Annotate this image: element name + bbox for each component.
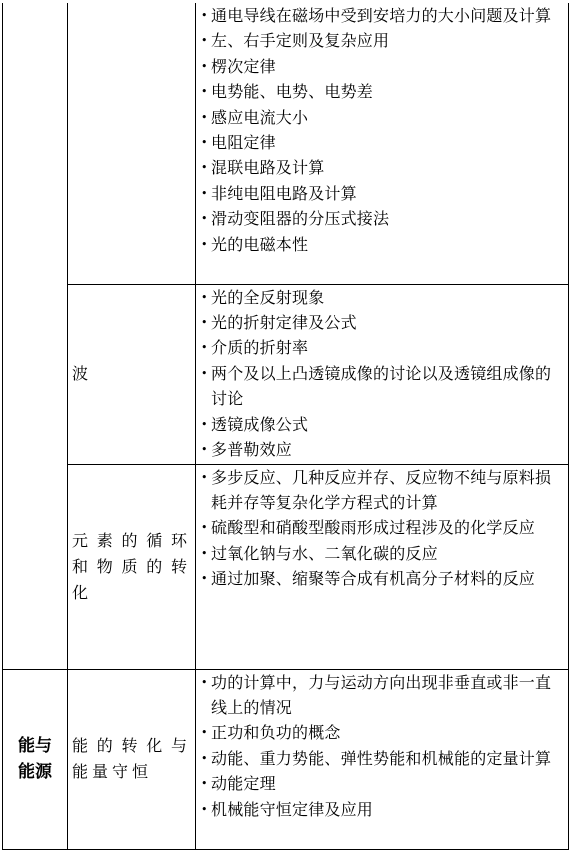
table-row xyxy=(3,284,569,464)
topic-cell xyxy=(68,464,196,669)
bullet-icon: • xyxy=(201,110,208,124)
items-cell xyxy=(196,284,569,464)
table-row xyxy=(3,669,569,849)
bullet-icon: • xyxy=(201,726,208,740)
list-item: • 动能定理 xyxy=(201,771,564,796)
list-item: • 非纯电阻电路及计算 xyxy=(201,181,564,206)
topic-cell xyxy=(68,284,196,464)
bullet-icon: • xyxy=(201,521,208,535)
topic-cell xyxy=(68,669,196,849)
list-item: • 多步反应、几种反应并存、反应物不纯与原料损耗并存等复杂化学方程式的计算 xyxy=(201,465,564,516)
list-item: • 电阻定律 xyxy=(201,130,564,155)
table-row xyxy=(3,464,569,669)
bullet-icon: • xyxy=(201,341,208,355)
item-list xyxy=(196,3,568,257)
list-item: • 正功和负功的概念 xyxy=(201,720,564,745)
item-list xyxy=(196,465,568,592)
bullet-icon: • xyxy=(201,777,208,791)
bullet-icon: • xyxy=(201,59,208,73)
list-item: • 功的计算中，力与运动方向出现非垂直或非一直线上的情况 xyxy=(201,670,564,721)
topic-table xyxy=(2,3,569,850)
topic-cell xyxy=(68,3,196,284)
items-cell xyxy=(196,3,569,284)
list-item: • 机械能守恒定律及应用 xyxy=(201,797,564,822)
list-item: • 过氧化钠与水、二氧化碳的反应 xyxy=(201,541,564,566)
topic-label: 元素的循环和物质的转化 xyxy=(72,530,191,602)
bullet-icon: • xyxy=(201,546,208,560)
list-item: • 滑动变阻器的分压式接法 xyxy=(201,206,564,231)
list-item: • 多普勒效应 xyxy=(201,437,564,462)
category-cell xyxy=(3,3,68,669)
bullet-icon: • xyxy=(201,186,208,200)
bullet-icon: • xyxy=(201,442,208,456)
bullet-icon: • xyxy=(201,9,208,22)
topic-label: 能的转化与能量守恒 xyxy=(72,736,191,781)
list-item: • 电势能、电势、电势差 xyxy=(201,79,564,104)
list-item: • 楞次定律 xyxy=(201,54,564,79)
list-item: • 感应电流大小 xyxy=(201,105,564,130)
list-item: • 两个及以上凸透镜成像的讨论以及透镜组成像的讨论 xyxy=(201,361,564,412)
bullet-icon: • xyxy=(201,802,208,816)
list-item: • 动能、重力势能、弹性势能和机械能的定量计算 xyxy=(201,746,564,771)
list-item: • 光的全反射现象 xyxy=(201,285,564,310)
table-row xyxy=(3,3,569,284)
category-cell xyxy=(3,669,68,849)
bullet-icon: • xyxy=(201,85,208,99)
list-item: • 介质的折射率 xyxy=(201,335,564,360)
bullet-icon: • xyxy=(201,751,208,765)
bullet-icon: • xyxy=(201,290,208,304)
bullet-icon: • xyxy=(201,366,208,380)
items-cell xyxy=(196,464,569,669)
list-item: • 光的电磁本性 xyxy=(201,232,564,257)
list-item: • 通电导线在磁场中受到安培力的大小问题及计算 xyxy=(201,3,564,28)
bullet-icon: • xyxy=(201,572,208,586)
list-item: • 透镜成像公式 xyxy=(201,412,564,437)
list-item: • 左、右手定则及复杂应用 xyxy=(201,28,564,53)
list-item: • 光的折射定律及公式 xyxy=(201,310,564,335)
bullet-icon: • xyxy=(201,161,208,175)
list-item: • 通过加聚、缩聚等合成有机高分子材料的反应 xyxy=(201,566,564,591)
bullet-icon: • xyxy=(201,212,208,226)
bullet-icon: • xyxy=(201,34,208,48)
bullet-icon: • xyxy=(201,136,208,150)
item-list xyxy=(196,670,568,822)
bullet-icon: • xyxy=(201,315,208,329)
bullet-icon: • xyxy=(201,470,208,484)
topic-label: 波 xyxy=(72,364,89,383)
list-item: • 硫酸型和硝酸型酸雨形成过程涉及的化学反应 xyxy=(201,515,564,540)
bullet-icon: • xyxy=(201,237,208,251)
bullet-icon: • xyxy=(201,675,208,689)
item-list xyxy=(196,285,568,463)
category-label: 能与能源 xyxy=(18,736,52,782)
list-item: • 混联电路及计算 xyxy=(201,155,564,180)
bullet-icon: • xyxy=(201,417,208,431)
items-cell xyxy=(196,669,569,849)
